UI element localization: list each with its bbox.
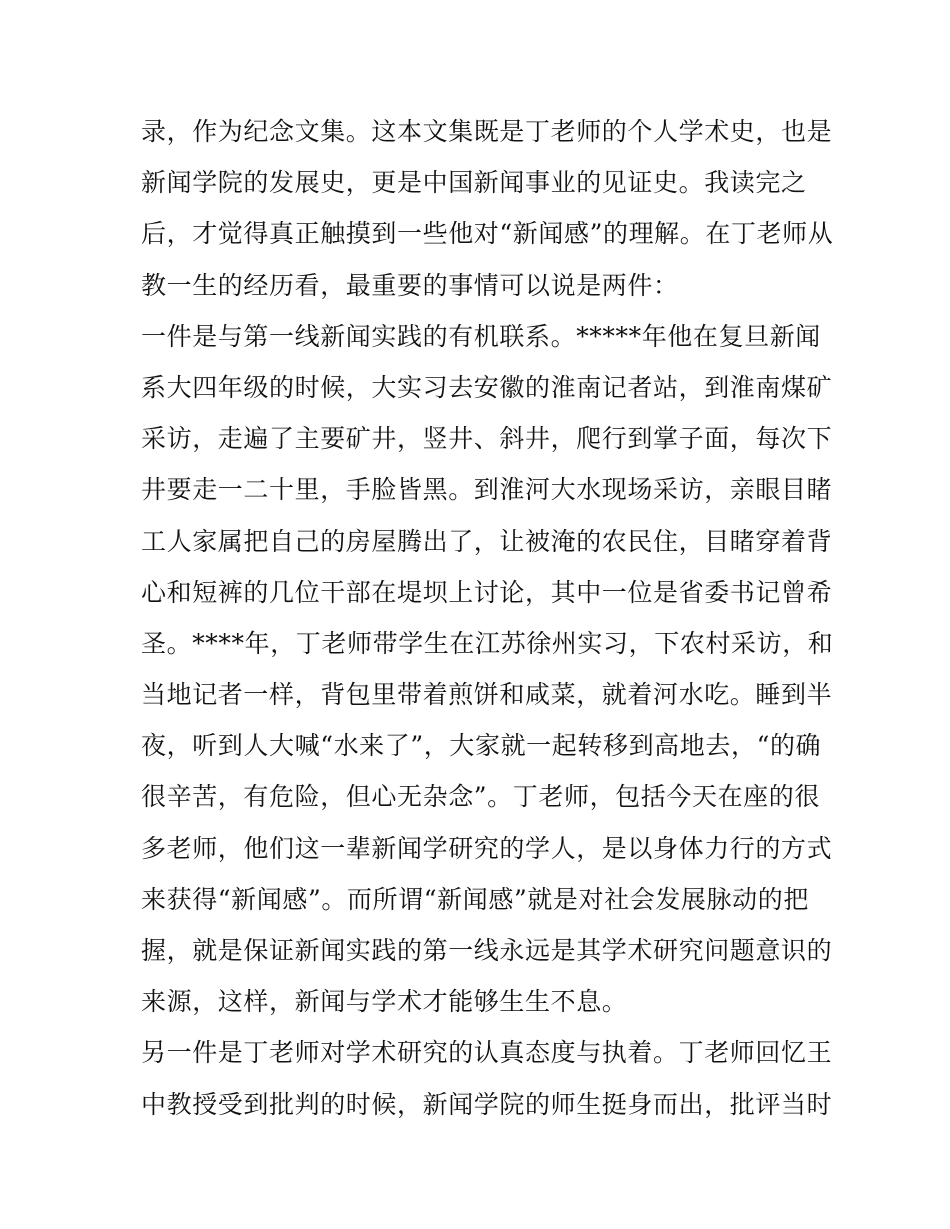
text-line: 新闻学院的发展史，更是中国新闻事业的见证史。我读完之 — [141, 168, 807, 198]
text-line: 另一件是丁老师对学术研究的认真态度与执着。丁老师回忆王 — [141, 1038, 833, 1068]
text-line: 心和短裤的几位干部在堤坝上讨论，其中一位是省委书记曾希 — [141, 577, 833, 607]
text-line: 来源，这样，新闻与学术才能够生生不息。 — [141, 987, 628, 1017]
text-line: 圣。****年，丁老师带学生在江苏徐州实习，下农村采访，和 — [141, 628, 834, 658]
text-line: 当地记者一样，背包里带着煎饼和咸菜，就着河水吃。睡到半 — [141, 680, 833, 710]
text-line: 握，就是保证新闻实践的第一线永远是其学术研究问题意识的 — [141, 936, 833, 965]
text-line: 夜，听到人大喊“水来了”，大家就一起转移到高地去，“的确 — [141, 731, 822, 761]
text-line: 很辛苦，有危险，但心无杂念”。丁老师，包括今天在座的很 — [141, 782, 820, 812]
text-line: 工人家属把自己的房屋腾出了，让被淹的农民住，目睹穿着背 — [141, 526, 833, 556]
text-line: 后，才觉得真正触摸到一些他对“新闻感”的理解。在丁老师从 — [141, 219, 834, 249]
text-line: 多老师，他们这一辈新闻学研究的学人，是以身体力行的方式 — [141, 833, 833, 863]
text-line: 录，作为纪念文集。这本文集既是丁老师的个人学术史，也是 — [141, 117, 833, 146]
text-line: 教一生的经历看，最重要的事情可以说是两件： — [141, 270, 679, 300]
text-line: 一件是与第一线新闻实践的有机联系。*****年他在复旦新闻 — [141, 321, 821, 351]
text-line: 中教授受到批判的时候，新闻学院的师生挺身而出，批评当时 — [141, 1089, 833, 1119]
text-line: 采访，走遍了主要矿井，竖井、斜井，爬行到掌子面，每次下 — [141, 424, 833, 454]
body-text — [141, 106, 834, 1130]
text-line: 系大四年级的时候，大实习去安徽的淮南记者站，到淮南煤矿 — [141, 372, 833, 402]
text-line: 井要走一二十里，手脸皆黑。到淮河大水现场采访，亲眼目睹 — [141, 475, 833, 505]
text-line: 来获得“新闻感”。而所谓“新闻感”就是对社会发展脉动的把 — [141, 884, 809, 914]
